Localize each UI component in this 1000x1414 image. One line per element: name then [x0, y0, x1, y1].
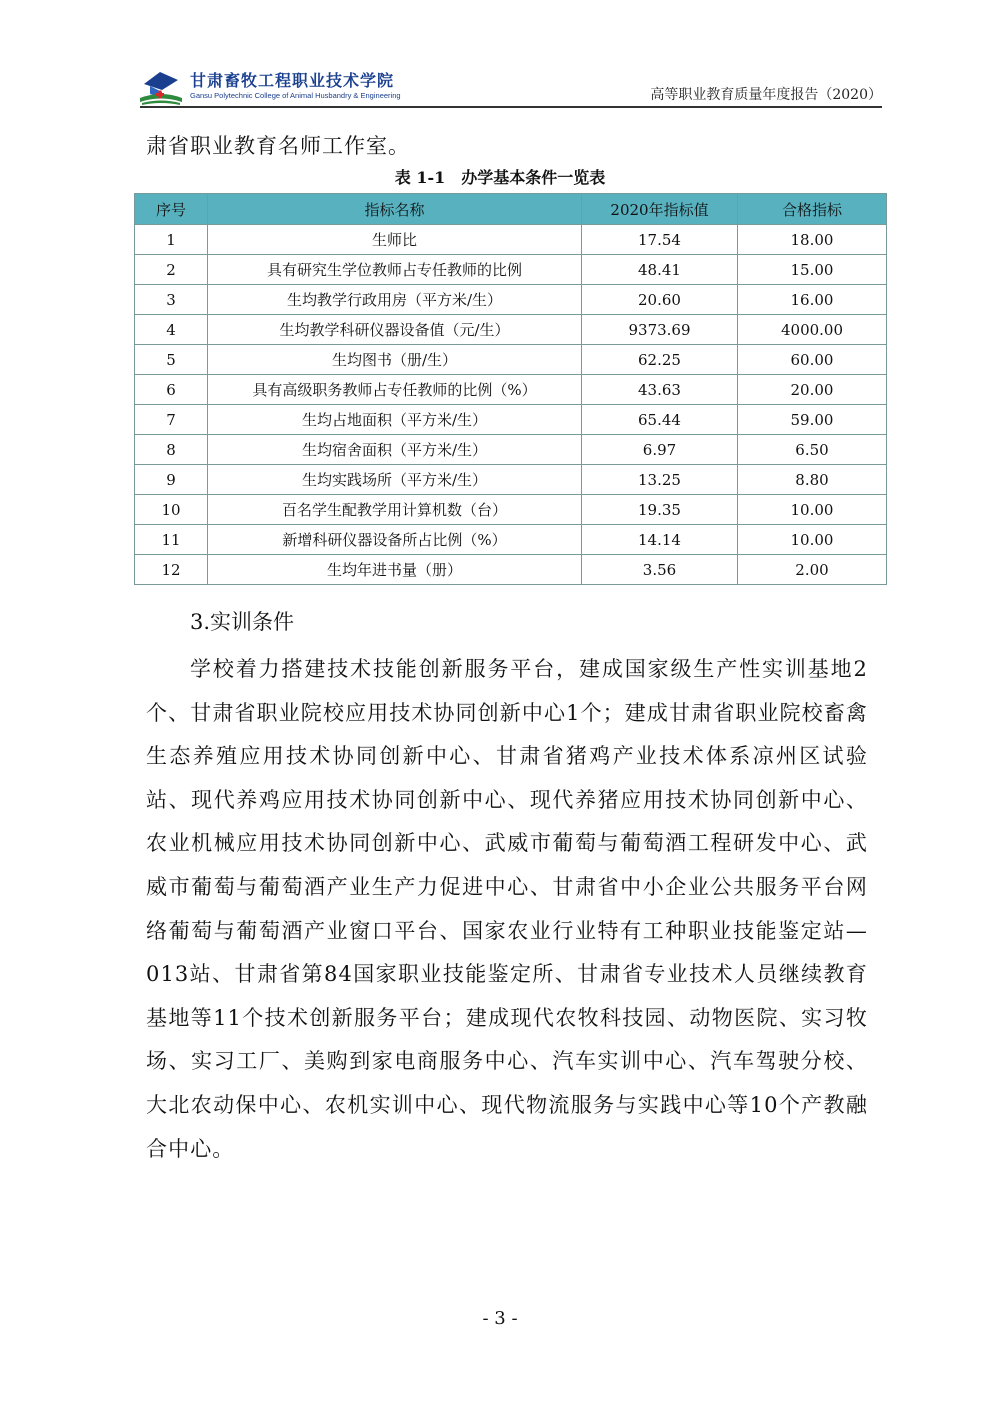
row-index: 9	[135, 465, 208, 495]
row-indicator: 具有研究生学位教师占专任教师的比例	[208, 255, 582, 285]
row-indicator: 新增科研仪器设备所占比例（%）	[208, 525, 582, 555]
row-standard: 59.00	[738, 405, 887, 435]
row-standard: 8.80	[738, 465, 887, 495]
row-standard: 10.00	[738, 495, 887, 525]
row-indicator: 生均实践场所（平方米/生）	[208, 465, 582, 495]
row-indicator: 生均教学行政用房（平方米/生）	[208, 285, 582, 315]
row-value-2020: 65.44	[582, 405, 738, 435]
row-value-2020: 19.35	[582, 495, 738, 525]
row-standard: 4000.00	[738, 315, 887, 345]
row-standard: 6.50	[738, 435, 887, 465]
table-row	[135, 495, 887, 525]
row-standard: 18.00	[738, 225, 887, 255]
table-header-row	[135, 194, 887, 225]
row-indicator: 生师比	[208, 225, 582, 255]
section-heading: 3.实训条件	[190, 610, 295, 634]
conditions-table	[134, 193, 887, 585]
row-indicator: 生均宿舍面积（平方米/生）	[208, 435, 582, 465]
table-row	[135, 375, 887, 405]
page-number: - 3 -	[482, 1308, 518, 1329]
row-index: 11	[135, 525, 208, 555]
table-header	[135, 194, 887, 225]
table-row	[135, 315, 887, 345]
column-header-standard: 合格指标	[738, 194, 887, 225]
row-index: 7	[135, 405, 208, 435]
row-value-2020: 43.63	[582, 375, 738, 405]
row-standard: 2.00	[738, 555, 887, 585]
row-standard: 15.00	[738, 255, 887, 285]
row-value-2020: 20.60	[582, 285, 738, 315]
row-standard: 20.00	[738, 375, 887, 405]
row-indicator: 生均教学科研仪器设备值（元/生）	[208, 315, 582, 345]
row-value-2020: 48.41	[582, 255, 738, 285]
table-row	[135, 255, 887, 285]
row-indicator: 生均年进书量（册）	[208, 555, 582, 585]
row-index: 6	[135, 375, 208, 405]
row-indicator: 具有高级职务教师占专任教师的比例（%）	[208, 375, 582, 405]
row-index: 2	[135, 255, 208, 285]
row-index: 5	[135, 345, 208, 375]
table-row	[135, 225, 887, 255]
table-caption: 表 1-1 办学基本条件一览表	[394, 168, 606, 187]
table-row	[135, 435, 887, 465]
row-standard: 60.00	[738, 345, 887, 375]
report-title: 高等职业教育质量年度报告（2020）	[650, 87, 882, 103]
row-standard: 16.00	[738, 285, 887, 315]
page-header	[140, 64, 882, 108]
row-indicator: 生均占地面积（平方米/生）	[208, 405, 582, 435]
column-header-index: 序号	[135, 194, 208, 225]
column-header-indicator: 指标名称	[208, 194, 582, 225]
row-index: 1	[135, 225, 208, 255]
row-value-2020: 62.25	[582, 345, 738, 375]
row-index: 10	[135, 495, 208, 525]
row-value-2020: 6.97	[582, 435, 738, 465]
row-value-2020: 14.14	[582, 525, 738, 555]
row-value-2020: 3.56	[582, 555, 738, 585]
column-header-value-2020: 2020年指标值	[582, 194, 738, 225]
school-name-en: Gansu Polytechnic College of Animal Husbandry & Engineering	[190, 91, 401, 100]
row-value-2020: 13.25	[582, 465, 738, 495]
row-index: 8	[135, 435, 208, 465]
row-index: 3	[135, 285, 208, 315]
table-row	[135, 345, 887, 375]
school-name-cn: 甘肃畜牧工程职业技术学院	[190, 71, 395, 90]
carryover-text: 肃省职业教育名师工作室。	[146, 134, 410, 158]
section-paragraph: 学校着力搭建技术技能创新服务平台，建成国家级生产性实训基地2个、甘肃省职业院校应用技术协同创新中心1个；建成甘肃省职业院校畜禽生态养殖应用技术协同创新中心、甘肃省猪鸡产业技术体系凉州区试验站、现代养鸡应用技术协同创新中心、现代养猪应用技术协同创新中心、农业机械应用技术协同创新中心、武威市葡萄与葡萄酒工程研发中心、武威市葡萄与葡萄酒产业生产力促进中心、甘肃省中小企业公共服务平台网络葡萄与葡萄酒产业窗口平台、国家农业行业特有工种职业技能鉴定站—013站、甘肃省第84国家职业技能鉴定所、甘肃省专业技术人员继续教育基地等11个技术创新服务平台；建成现代农牧科技园、动物医院、实习牧场、实习工厂、美购到家电商服务中心、汽车实训中心、汽车驾驶分校、大北农动保中心、农机实训中心、现代物流服务与实践中心等10个产教融合中心。	[146, 657, 868, 1161]
row-indicator: 生均图书（册/生）	[208, 345, 582, 375]
table-row	[135, 525, 887, 555]
table-row	[135, 555, 887, 585]
table-row	[135, 285, 887, 315]
row-value-2020: 9373.69	[582, 315, 738, 345]
table-row	[135, 405, 887, 435]
row-value-2020: 17.54	[582, 225, 738, 255]
row-indicator: 百名学生配教学用计算机数（台）	[208, 495, 582, 525]
college-logo-icon	[140, 68, 182, 106]
header-rule	[140, 106, 882, 108]
table-row	[135, 465, 887, 495]
table-body	[135, 225, 887, 585]
row-standard: 10.00	[738, 525, 887, 555]
row-index: 4	[135, 315, 208, 345]
row-index: 12	[135, 555, 208, 585]
